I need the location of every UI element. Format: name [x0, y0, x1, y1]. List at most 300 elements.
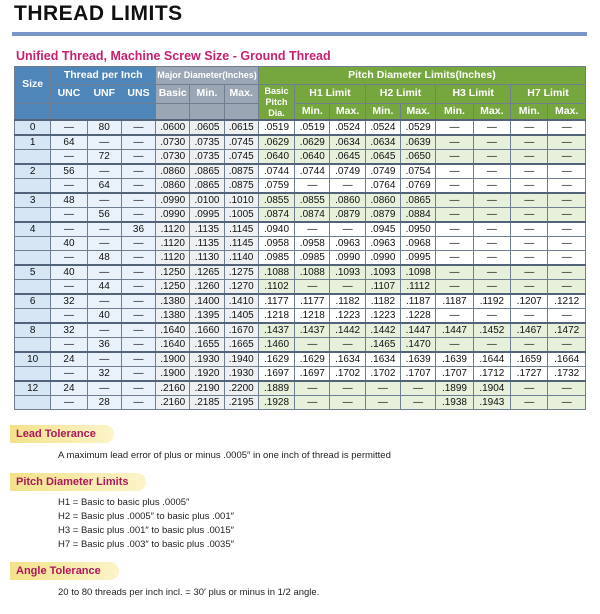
cell-h3min: .1187 — [436, 294, 473, 309]
cell-size — [15, 251, 51, 266]
cell-size: 12 — [15, 381, 51, 396]
cell-h1max: .1223 — [330, 309, 365, 324]
cell-h3max: — — [473, 150, 510, 165]
cell-uns: — — [121, 381, 155, 396]
cell-size: 5 — [15, 265, 51, 280]
cell-mmax: .1410 — [224, 294, 258, 309]
table-row — [15, 381, 586, 396]
table-row — [15, 309, 586, 324]
lead-tolerance-text: A maximum lead error of plus or minus .0005″ in one inch of thread is permitted — [58, 450, 391, 461]
cell-h3max: — — [473, 338, 510, 353]
cell-h3min: — — [436, 251, 473, 266]
thread-limits-table — [14, 66, 586, 410]
cell-size: 2 — [15, 164, 51, 179]
cell-h1min: .1088 — [295, 265, 330, 280]
cell-h2min: — — [365, 396, 400, 410]
uns-header: UNS — [121, 85, 155, 104]
cell-size: 10 — [15, 352, 51, 367]
cell-mmin: .1395 — [190, 309, 224, 324]
cell-h7max: .1664 — [548, 352, 586, 367]
cell-bp: .0985 — [258, 251, 294, 266]
cell-mmax: .0875 — [224, 164, 258, 179]
table-row — [15, 237, 586, 251]
cell-uns: — — [121, 323, 155, 338]
cell-bp: .1460 — [258, 338, 294, 353]
cell-unf: 36 — [87, 338, 121, 353]
cell-h7min: .1207 — [511, 294, 548, 309]
cell-size: 1 — [15, 135, 51, 150]
cell-h1max: .1702 — [330, 367, 365, 382]
cell-bp: .1437 — [258, 323, 294, 338]
cell-mmin: .0735 — [190, 135, 224, 150]
cell-unf: — — [87, 265, 121, 280]
cell-h2min: .1634 — [365, 352, 400, 367]
unc-header: UNC — [51, 85, 87, 104]
cell-h1min: — — [295, 338, 330, 353]
h3-max-header: Max. — [473, 103, 510, 120]
cell-mb: .0860 — [156, 179, 190, 194]
cell-mmax: .0745 — [224, 150, 258, 165]
h1-min-header: Min. — [295, 103, 330, 120]
cell-h2max: .0968 — [401, 237, 436, 251]
cell-mmin: .1660 — [190, 323, 224, 338]
h2-header: H2 Limit — [365, 85, 436, 104]
table-row — [15, 150, 586, 165]
table-subtitle: Unified Thread, Machine Screw Size - Ground Thread — [16, 49, 331, 63]
cell-h7max: — — [548, 237, 586, 251]
cell-h2min: .0524 — [365, 120, 400, 135]
cell-mmax: .1670 — [224, 323, 258, 338]
cell-h3max: — — [473, 179, 510, 194]
cell-h1max: — — [330, 222, 365, 237]
cell-h2min: .1107 — [365, 280, 400, 295]
cell-unc: 56 — [51, 164, 87, 179]
angle-tolerance-label: Angle Tolerance — [10, 562, 119, 580]
cell-mmax: .1405 — [224, 309, 258, 324]
cell-h3min: — — [436, 265, 473, 280]
cell-h7min: — — [511, 208, 548, 223]
cell-unf: 28 — [87, 396, 121, 410]
cell-h3min: — — [436, 338, 473, 353]
cell-bp: .1218 — [258, 309, 294, 324]
cell-uns: — — [121, 135, 155, 150]
cell-uns: — — [121, 193, 155, 208]
h7-max-header: Max. — [548, 103, 586, 120]
cell-h1min: .0629 — [295, 135, 330, 150]
cell-mmin: .1400 — [190, 294, 224, 309]
cell-h2max: .1098 — [401, 265, 436, 280]
h7-min-header: Min. — [511, 103, 548, 120]
cell-mmax: .1010 — [224, 193, 258, 208]
cell-mmax: .0745 — [224, 135, 258, 150]
cell-h2max: .0995 — [401, 251, 436, 266]
cell-h7min: .1659 — [511, 352, 548, 367]
cell-mb: .0730 — [156, 150, 190, 165]
cell-unf: — — [87, 352, 121, 367]
cell-h1max: .0634 — [330, 135, 365, 150]
cell-h1min: .0855 — [295, 193, 330, 208]
cell-h7max: — — [548, 222, 586, 237]
cell-mb: .0990 — [156, 208, 190, 223]
cell-mmax: .1665 — [224, 338, 258, 353]
h1-header: H1 Limit — [295, 85, 366, 104]
cell-mmin: .1135 — [190, 222, 224, 237]
cell-mb: .1250 — [156, 265, 190, 280]
cell-h2max: .1112 — [401, 280, 436, 295]
cell-h7min: — — [511, 193, 548, 208]
cell-unf: 48 — [87, 251, 121, 266]
cell-h1max: .0749 — [330, 164, 365, 179]
cell-h7min: — — [511, 396, 548, 410]
cell-mb: .1900 — [156, 367, 190, 382]
cell-bp: .0874 — [258, 208, 294, 223]
cell-h7min: — — [511, 120, 548, 135]
cell-unc: 32 — [51, 294, 87, 309]
cell-h2max: .0865 — [401, 193, 436, 208]
table-row — [15, 323, 586, 338]
cell-h3min: .1447 — [436, 323, 473, 338]
cell-bp: .1629 — [258, 352, 294, 367]
cell-mmin: .0865 — [190, 179, 224, 194]
pitch-limit-line: H7 = Basic plus .003″ to basic plus .0035″ — [58, 539, 234, 550]
major-diameter-header: Major Diameter(Inches) — [156, 67, 259, 85]
cell-h3max: — — [473, 208, 510, 223]
table-row — [15, 179, 586, 194]
cell-h2max: .1187 — [401, 294, 436, 309]
cell-uns: — — [121, 294, 155, 309]
cell-mmax: .1145 — [224, 237, 258, 251]
cell-h7max: — — [548, 193, 586, 208]
cell-mmin: .2190 — [190, 381, 224, 396]
cell-mb: .1640 — [156, 338, 190, 353]
cell-uns: — — [121, 338, 155, 353]
cell-bp: .1088 — [258, 265, 294, 280]
cell-h7min: — — [511, 237, 548, 251]
cell-mb: .1120 — [156, 237, 190, 251]
cell-h1min: — — [295, 280, 330, 295]
cell-h2max: .1707 — [401, 367, 436, 382]
cell-h2max: .1447 — [401, 323, 436, 338]
cell-mb: .1380 — [156, 309, 190, 324]
cell-unf: 44 — [87, 280, 121, 295]
cell-h7min: — — [511, 150, 548, 165]
cell-h1min: .1697 — [295, 367, 330, 382]
cell-unc: — — [51, 120, 87, 135]
cell-h2min: .1223 — [365, 309, 400, 324]
cell-size: 6 — [15, 294, 51, 309]
cell-bp: .1697 — [258, 367, 294, 382]
cell-h7max: — — [548, 338, 586, 353]
cell-h7min: — — [511, 179, 548, 194]
cell-h7min: .1727 — [511, 367, 548, 382]
cell-h7min: — — [511, 381, 548, 396]
pitch-limit-line: H1 = Basic to basic plus .0005″ — [58, 497, 190, 508]
cell-h7max: — — [548, 280, 586, 295]
cell-h2max: — — [401, 381, 436, 396]
h1-max-header: Max. — [330, 103, 365, 120]
cell-unc: 40 — [51, 237, 87, 251]
cell-h7max: — — [548, 396, 586, 410]
cell-mmin: .0865 — [190, 164, 224, 179]
cell-uns: — — [121, 150, 155, 165]
cell-mb: .0730 — [156, 135, 190, 150]
cell-h3min: — — [436, 280, 473, 295]
cell-h1max: — — [330, 179, 365, 194]
cell-size — [15, 338, 51, 353]
cell-h1max: .0524 — [330, 120, 365, 135]
cell-h3max: .1904 — [473, 381, 510, 396]
cell-unf: — — [87, 193, 121, 208]
cell-mmax: .1270 — [224, 280, 258, 295]
cell-h2min: .0963 — [365, 237, 400, 251]
cell-h7min: — — [511, 164, 548, 179]
h3-header: H3 Limit — [436, 85, 511, 104]
cell-mmin: .1260 — [190, 280, 224, 295]
cell-uns: — — [121, 396, 155, 410]
cell-h7min: — — [511, 309, 548, 324]
cell-h1max: .1182 — [330, 294, 365, 309]
cell-mb: .1120 — [156, 251, 190, 266]
cell-unc: — — [51, 367, 87, 382]
cell-uns: — — [121, 237, 155, 251]
table-row — [15, 222, 586, 237]
cell-h1min: .0958 — [295, 237, 330, 251]
cell-bp: .0958 — [258, 237, 294, 251]
cell-size — [15, 280, 51, 295]
cell-h7min: .1467 — [511, 323, 548, 338]
cell-h1max: .1442 — [330, 323, 365, 338]
cell-h2min: .1442 — [365, 323, 400, 338]
cell-h2max: .0754 — [401, 164, 436, 179]
cell-mb: .1900 — [156, 352, 190, 367]
cell-mb: .1250 — [156, 280, 190, 295]
cell-unf: 64 — [87, 179, 121, 194]
cell-h3min: — — [436, 222, 473, 237]
table-row — [15, 396, 586, 410]
cell-h7min: — — [511, 280, 548, 295]
basic-pitch-header: Basic Pitch Dia. — [258, 85, 294, 121]
cell-uns: — — [121, 367, 155, 382]
cell-mb: .2160 — [156, 381, 190, 396]
cell-mmax: .1930 — [224, 367, 258, 382]
cell-h3max: — — [473, 237, 510, 251]
cell-bp: .1102 — [258, 280, 294, 295]
cell-h2max: .0650 — [401, 150, 436, 165]
cell-h1max: .0879 — [330, 208, 365, 223]
cell-h2max: .0884 — [401, 208, 436, 223]
cell-h3max: — — [473, 135, 510, 150]
cell-mmax: .2195 — [224, 396, 258, 410]
cell-h1min: .0744 — [295, 164, 330, 179]
cell-h7min: — — [511, 251, 548, 266]
cell-h2max: .0950 — [401, 222, 436, 237]
table-row — [15, 338, 586, 353]
cell-h3min: .1639 — [436, 352, 473, 367]
cell-h1max: .1634 — [330, 352, 365, 367]
cell-h3max: — — [473, 164, 510, 179]
cell-uns: 36 — [121, 222, 155, 237]
cell-h3max: .1943 — [473, 396, 510, 410]
page-title: THREAD LIMITS — [14, 2, 183, 25]
cell-unf: — — [87, 381, 121, 396]
table-row — [15, 164, 586, 179]
cell-h7min: — — [511, 265, 548, 280]
major-min-header: Min. — [190, 85, 224, 104]
cell-uns: — — [121, 280, 155, 295]
cell-mmax: .1145 — [224, 222, 258, 237]
cell-h3max: — — [473, 193, 510, 208]
cell-h7min: — — [511, 222, 548, 237]
cell-h3min: — — [436, 150, 473, 165]
cell-h1max: — — [330, 338, 365, 353]
cell-h7max: — — [548, 251, 586, 266]
cell-mmax: .1940 — [224, 352, 258, 367]
cell-mb: .2160 — [156, 396, 190, 410]
cell-h7max: .1212 — [548, 294, 586, 309]
cell-unc: — — [51, 179, 87, 194]
cell-size — [15, 179, 51, 194]
cell-mmax: .0875 — [224, 179, 258, 194]
cell-uns: — — [121, 265, 155, 280]
cell-h1max: .0990 — [330, 251, 365, 266]
table-row — [15, 193, 586, 208]
cell-h2min: .1465 — [365, 338, 400, 353]
cell-unc: — — [51, 338, 87, 353]
cell-h3max: .1644 — [473, 352, 510, 367]
cell-size: 8 — [15, 323, 51, 338]
cell-uns: — — [121, 309, 155, 324]
cell-mb: .1380 — [156, 294, 190, 309]
cell-h7max: — — [548, 135, 586, 150]
table-row — [15, 367, 586, 382]
cell-h3max: — — [473, 251, 510, 266]
cell-unf: 32 — [87, 367, 121, 382]
cell-h3min: .1707 — [436, 367, 473, 382]
unf-header: UNF — [87, 85, 121, 104]
cell-size — [15, 309, 51, 324]
cell-size — [15, 237, 51, 251]
cell-unc: — — [51, 150, 87, 165]
cell-mmin: .1135 — [190, 237, 224, 251]
table-row — [15, 294, 586, 309]
cell-h2max: .0639 — [401, 135, 436, 150]
major-basic-header: Basic — [156, 85, 190, 104]
cell-mmax: .1275 — [224, 265, 258, 280]
cell-h7max: — — [548, 309, 586, 324]
cell-h3max: .1452 — [473, 323, 510, 338]
cell-h7max: .1472 — [548, 323, 586, 338]
cell-h2max: .1639 — [401, 352, 436, 367]
major-max-header: Max. — [224, 85, 258, 104]
cell-h7max: — — [548, 179, 586, 194]
cell-h2min: .1182 — [365, 294, 400, 309]
cell-h3max: — — [473, 280, 510, 295]
cell-mmin: .1920 — [190, 367, 224, 382]
pitch-diameter-header: Pitch Diameter Limits(Inches) — [258, 67, 585, 85]
cell-h1min: — — [295, 222, 330, 237]
cell-h3min: — — [436, 208, 473, 223]
cell-mmin: .1930 — [190, 352, 224, 367]
cell-unc: 40 — [51, 265, 87, 280]
cell-mmax: .1005 — [224, 208, 258, 223]
cell-unc: — — [51, 251, 87, 266]
cell-h3max: .1712 — [473, 367, 510, 382]
cell-h3max: — — [473, 222, 510, 237]
table-row — [15, 251, 586, 266]
cell-h7max: — — [548, 381, 586, 396]
cell-size: 3 — [15, 193, 51, 208]
cell-h1max: .0645 — [330, 150, 365, 165]
cell-h1max: .1093 — [330, 265, 365, 280]
cell-mmin: .1265 — [190, 265, 224, 280]
cell-h7max: — — [548, 120, 586, 135]
table-row — [15, 120, 586, 135]
cell-unf: — — [87, 323, 121, 338]
table-row — [15, 265, 586, 280]
cell-mmax: .0615 — [224, 120, 258, 135]
cell-h1min: .0640 — [295, 150, 330, 165]
cell-bp: .1889 — [258, 381, 294, 396]
cell-bp: .0519 — [258, 120, 294, 135]
cell-mmin: .1130 — [190, 251, 224, 266]
cell-mb: .0600 — [156, 120, 190, 135]
cell-h3min: .1938 — [436, 396, 473, 410]
cell-h3min: — — [436, 135, 473, 150]
cell-mb: .0990 — [156, 193, 190, 208]
table-row — [15, 208, 586, 223]
cell-h1min: .0985 — [295, 251, 330, 266]
pitch-limit-line: H2 = Basic plus .0005″ to basic plus .001″ — [58, 511, 234, 522]
cell-size — [15, 367, 51, 382]
cell-mmax: .2200 — [224, 381, 258, 396]
cell-h7max: — — [548, 208, 586, 223]
cell-uns: — — [121, 251, 155, 266]
cell-unc: — — [51, 222, 87, 237]
cell-unc: 64 — [51, 135, 87, 150]
cell-uns: — — [121, 120, 155, 135]
cell-unc: — — [51, 208, 87, 223]
table-row — [15, 352, 586, 367]
cell-h1max: — — [330, 280, 365, 295]
cell-h3min: — — [436, 193, 473, 208]
cell-mmin: .2185 — [190, 396, 224, 410]
cell-h1min: — — [295, 381, 330, 396]
cell-mmax: .1140 — [224, 251, 258, 266]
cell-h7max: — — [548, 150, 586, 165]
cell-h2max: .1228 — [401, 309, 436, 324]
cell-unf: — — [87, 222, 121, 237]
table-row — [15, 280, 586, 295]
cell-h2max: — — [401, 396, 436, 410]
cell-uns: — — [121, 208, 155, 223]
cell-unc: — — [51, 280, 87, 295]
cell-h3min: — — [436, 164, 473, 179]
cell-size: 0 — [15, 120, 51, 135]
cell-h2min: .0634 — [365, 135, 400, 150]
cell-unf: 56 — [87, 208, 121, 223]
cell-size: 4 — [15, 222, 51, 237]
cell-unc: 32 — [51, 323, 87, 338]
cell-mb: .1120 — [156, 222, 190, 237]
cell-mmin: .0995 — [190, 208, 224, 223]
cell-unc: 48 — [51, 193, 87, 208]
cell-h2max: .0529 — [401, 120, 436, 135]
cell-h7max: .1732 — [548, 367, 586, 382]
cell-mmin: .0605 — [190, 120, 224, 135]
cell-h2min: — — [365, 381, 400, 396]
lead-tolerance-label: Lead Tolerance — [10, 425, 114, 443]
tpi-header: Thread per Inch — [51, 67, 156, 85]
